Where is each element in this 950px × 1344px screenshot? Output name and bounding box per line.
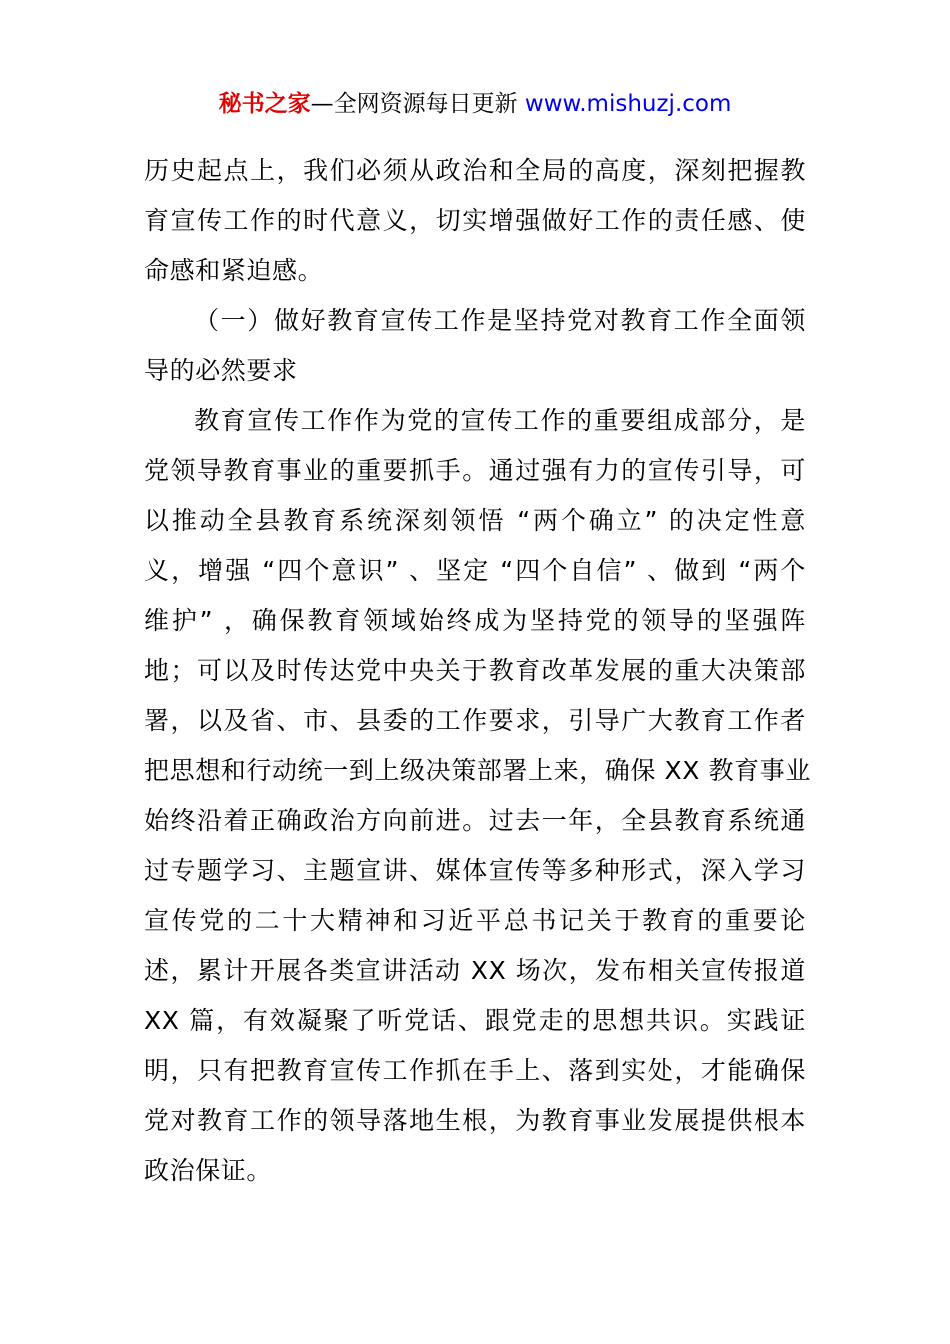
text-line: 把思想和行动统一到上级决策部署上来，确保 XX 教育事业 (144, 756, 811, 785)
text-line: 地；可以及时传达党中央关于教育改革发展的重大决策部 (144, 656, 806, 685)
text-line: 述，累计开展各类宣讲活动 XX 场次，发布相关宣传报道 (144, 956, 806, 985)
text-line: 明，只有把教育宣传工作抓在手上、落到实处，才能确保 (144, 1056, 806, 1085)
text-line: 署，以及省、市、县委的工作要求，引导广大教育工作者 (144, 706, 806, 735)
text-line: 党领导教育事业的重要抓手。通过强有力的宣传引导，可 (144, 456, 806, 485)
text-line: 党对教育工作的领导落地生根，为教育事业发展提供根本 (144, 1106, 806, 1135)
section-heading-line: （一）做好教育宣传工作是坚持党对教育工作全面领 (194, 306, 806, 335)
text-line: 义，增强 “四个意识” 、坚定 “四个自信” 、做到 “两个 (144, 556, 806, 585)
site-url-link[interactable]: www.mishuzj.com (524, 91, 732, 117)
text-line: 育宣传工作的时代意义，切实增强做好工作的责任感、使 (144, 206, 806, 235)
brand-name: 秘书之家 (218, 91, 311, 117)
text-line: 教育宣传工作作为党的宣传工作的重要组成部分，是 (194, 406, 806, 435)
text-line: 维护” ，确保教育领域始终成为坚持党的领导的坚强阵 (144, 606, 806, 635)
page-header (0, 86, 950, 122)
text-line: 命感和紧迫感。 (144, 256, 324, 285)
text-line: XX 篇，有效凝聚了听党话、跟党走的思想共识。实践证 (144, 1006, 806, 1035)
header-tagline: —全网资源每日更新 (310, 91, 525, 117)
text-line: 政治保证。 (144, 1156, 273, 1185)
text-line: 过专题学习、主题宣讲、媒体宣传等多种形式，深入学习 (144, 856, 806, 885)
text-line: 历史起点上，我们必须从政治和全局的高度，深刻把握教 (144, 156, 806, 185)
text-line: 宣传党的二十大精神和习近平总书记关于教育的重要论 (144, 906, 806, 935)
section-heading-line: 导的必然要求 (144, 356, 298, 385)
document-body (144, 146, 811, 1196)
text-line: 始终沿着正确政治方向前进。过去一年，全县教育系统通 (144, 806, 806, 835)
text-line: 以推动全县教育系统深刻领悟 “两个确立” 的决定性意 (144, 506, 806, 535)
